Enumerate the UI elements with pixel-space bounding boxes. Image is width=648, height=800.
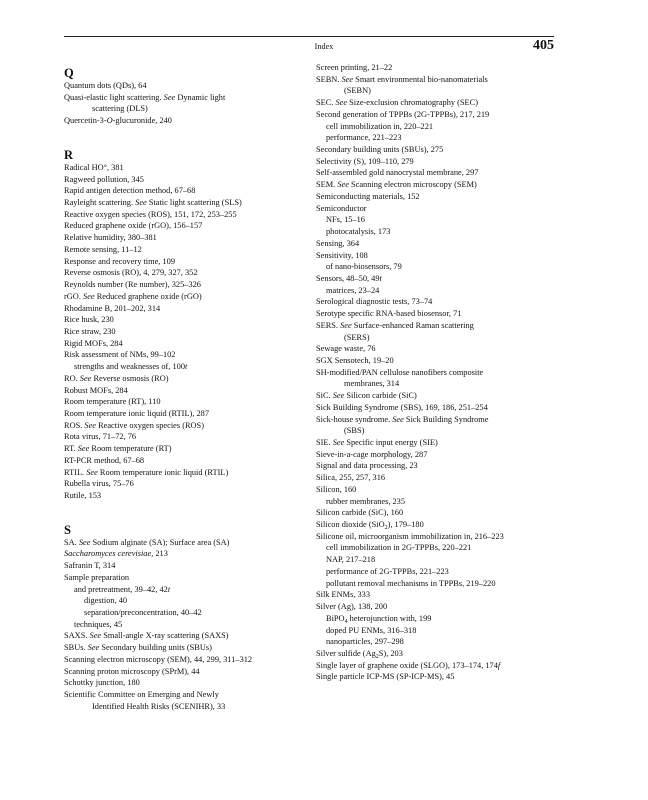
index-entry: Remote sensing, 11–12 [64, 244, 142, 254]
index-entry: SA. See Sodium alginate (SA); Surface area (SA) [64, 537, 230, 547]
index-entry: Reverse osmosis (RO), 4, 279, 327, 352 [64, 268, 198, 278]
index-entry: Rigid MOFs, 284 [64, 338, 123, 348]
index-subentry: NAP, 217–218 [326, 555, 376, 565]
index-entry-continued: (SEBN) [344, 86, 371, 96]
index-entry: Second generation of TPPBs (2G-TPPBs), 217, 219 [316, 109, 490, 119]
header-rule [64, 36, 554, 37]
index-entry: Serotype specific RNA-based biosensor, 71 [316, 309, 462, 319]
index-entry: Silver sulfide $(Ag_2S)$, 203 [316, 648, 403, 660]
index-entry: Self-assembled gold nanocrystal membrane, 297 [316, 168, 479, 178]
index-entry: Quercetin-3-O-glucuronide, 240 [64, 116, 172, 126]
index-entry: Risk assessment of NMs, 99–102 [64, 350, 176, 360]
index-subentry: digestion, 40 [84, 596, 128, 606]
index-entry: RTIL. See Room temperature ionic liquid (RTIL) [64, 467, 229, 477]
index-entry: Selectivity (S), 109–110, 279 [316, 156, 414, 166]
index-entry: Ragweed pollution, 345 [64, 174, 144, 184]
index-entry: Safranin T, 314 [64, 561, 116, 571]
index-entry: Sieve-in-a-cage morphology, 287 [316, 449, 428, 459]
index-entry: Response and recovery time, 109 [64, 256, 175, 266]
index-entry-continued: (SBS) [344, 426, 365, 436]
index-entry: ROS. See Reactive oxygen species (ROS) [64, 420, 204, 430]
index-entry: Silicon, 160 [316, 484, 357, 494]
index-entry: SAXS. See Small-angle X-ray scattering (SAXS) [64, 631, 229, 641]
index-subentry: cell immobilization in, 220–221 [326, 121, 434, 131]
index-entry: SEM. See Scanning electron microscopy (SEM) [316, 180, 477, 190]
index-entry: Relative humidity, 380–381 [64, 233, 157, 243]
index-entry: Silk ENMs, 333 [316, 590, 371, 600]
index-entry: Rice straw, 230 [64, 326, 116, 336]
index-subentry: separation/preconcentration, 40–42 [84, 608, 202, 618]
index-subentry: BiPO$_4$ heterojunction with, 199 [326, 613, 432, 625]
index-entry: Sample preparation [64, 572, 130, 582]
index-entry: Schottky junction, 180 [64, 678, 140, 688]
index-entry: Screen printing, 21–22 [316, 63, 393, 72]
index-entry: Scanning proton microscopy (SPrM), 44 [64, 666, 200, 676]
index-entry: Rayleight scattering. See Static light scattering (SLS) [64, 198, 242, 208]
index-entry: RO. See Reverse osmosis (RO) [64, 373, 169, 383]
index-entry: SiC. See Silicon carbide (SiC) [316, 391, 417, 401]
index-column-right [316, 62, 560, 683]
index-subentry: performance of 2G-TPPBs, 221–223 [326, 566, 449, 576]
index-entry: Silicon dioxide (SiO$_2$), 179–180 [316, 520, 424, 532]
index-entry: Rhodamine B, 201–202, 314 [64, 303, 161, 313]
index-entry: Semiconducting materials, 152 [316, 191, 420, 201]
index-entry: Room temperature (RT), 110 [64, 397, 161, 407]
index-entry: Serological diagnostic tests, 73–74 [316, 297, 433, 307]
index-subentry: of nano-biosensors, 79 [326, 262, 402, 272]
index-subentry: pollutant removal mechanisms in TPPBs, 219–220 [326, 578, 496, 588]
page-number: 405 [533, 38, 554, 53]
index-entry: Sensitivity, 108 [316, 250, 368, 260]
index-entry: RT. See Room temperature (RT) [64, 444, 172, 454]
index-subentry: strengths and weaknesses of, 100t [74, 362, 188, 372]
index-subentry: and pretreatment, 39–42, 42t [74, 584, 171, 594]
index-subentry: matrices, 23–24 [326, 285, 380, 295]
index-subentry: doped PU ENMs, 316–318 [326, 625, 417, 635]
index-entry: Reynolds number (Re number), 325–326 [64, 280, 201, 290]
section-letter-r: R [64, 147, 74, 162]
index-entry: SBUs. See Secondary building units (SBUs) [64, 643, 212, 653]
index-entry: Sensors, 48–50, 49t [316, 273, 382, 283]
index-entry: Sensing, 364 [316, 238, 360, 248]
index-entry-continued: membranes, 314 [344, 379, 400, 389]
index-entry: SEBN. See Smart environmental bio-nanomaterials [316, 74, 488, 84]
index-entry: Rutile, 153 [64, 491, 102, 500]
index-entry: Single layer of graphene oxide (SLGO), 173–174, 174f [316, 660, 501, 670]
index-entry: Rapid antigen detection method, 67–68 [64, 186, 196, 196]
index-entry: Reactive oxygen species (ROS), 151, 172, 253–255 [64, 209, 237, 219]
index-entry: SEC. See Size-exclusion chromatography (SEC) [316, 98, 478, 108]
index-subentry: NFs, 15–16 [326, 215, 365, 225]
index-subentry: nanoparticles, 297–298 [326, 637, 404, 647]
index-entry: Sewage waste, 76 [316, 344, 376, 354]
index-entry: Silicon carbide (SiC), 160 [316, 508, 404, 518]
running-title: Index [314, 42, 334, 51]
index-entry: Signal and data processing, 23 [316, 461, 418, 471]
index-entry: RT-PCR method, 67–68 [64, 455, 145, 465]
index-entry: rGO. See Reduced graphene oxide (rGO) [64, 291, 202, 301]
index-subentry: techniques, 45 [74, 619, 123, 629]
index-entry-continued: scattering (DLS) [92, 104, 148, 114]
index-entry: Saccharomyces cerevisiae, 213 [64, 549, 168, 559]
index-entry: Robust MOFs, 284 [64, 385, 128, 395]
index-subentry: cell immobilization in 2G-TPPBs, 220–221 [326, 543, 472, 553]
index-entry: SERS. See Surface-enhanced Raman scattering [316, 320, 474, 330]
index-entry: SH-modified/PAN cellulose nanofibers composite [316, 367, 484, 377]
index-entry: Quasi-elastic light scattering. See Dynamic light [64, 92, 226, 102]
index-entry: Quantum dots (QDs), 64 [64, 81, 147, 90]
index-entry: Rubella virus, 75–76 [64, 479, 134, 489]
index-entry: Scientific Committee on Emerging and Newly [64, 690, 219, 700]
index-entry: Scanning electron microscopy (SEM), 44, 299, 311–312 [64, 654, 253, 664]
index-entry: Single particle ICP-MS (SP-ICP-MS), 45 [316, 672, 455, 682]
index-entry: Silver (Ag), 138, 200 [316, 602, 388, 612]
index-entry: Semiconductor [316, 203, 367, 213]
index-entry: Rice husk, 230 [64, 315, 114, 325]
index-subentry: photocatalysis, 173 [326, 227, 391, 237]
index-column-left [64, 62, 300, 713]
index-entry: Room temperature ionic liquid (RTIL), 287 [64, 408, 210, 418]
section-letter-q: Q [64, 66, 74, 80]
index-entry: SIE. See Specific input energy (SIE) [316, 438, 438, 447]
index-entry: Silicone oil, microorganism immobilization in, 216–223 [316, 531, 504, 541]
section-letter-s: S [64, 522, 71, 537]
index-entry: Rota virus, 71–72, 76 [64, 432, 137, 442]
index-entry: Radical HO°, 381 [64, 162, 124, 172]
index-entry: Sick Building Syndrome (SBS), 169, 186, 251–254 [316, 402, 488, 412]
index-entry: Silica, 255, 257, 316 [316, 473, 386, 483]
index-entry-continued: Identified Health Risks (SCENIHR), 33 [92, 701, 226, 711]
index-entry: Sick-house syndrome. See Sick Building Syndrome [316, 414, 489, 424]
index-entry: Secondary building units (SBUs), 275 [316, 145, 444, 155]
index-entry: SGX Sensotech, 19–20 [316, 355, 394, 365]
index-subentry: performance, 221–223 [326, 133, 402, 143]
index-entry: Reduced graphene oxide (rGO), 156–157 [64, 221, 203, 231]
index-entry-continued: (SERS) [344, 332, 370, 342]
index-subentry: rubber membranes, 235 [326, 496, 406, 506]
